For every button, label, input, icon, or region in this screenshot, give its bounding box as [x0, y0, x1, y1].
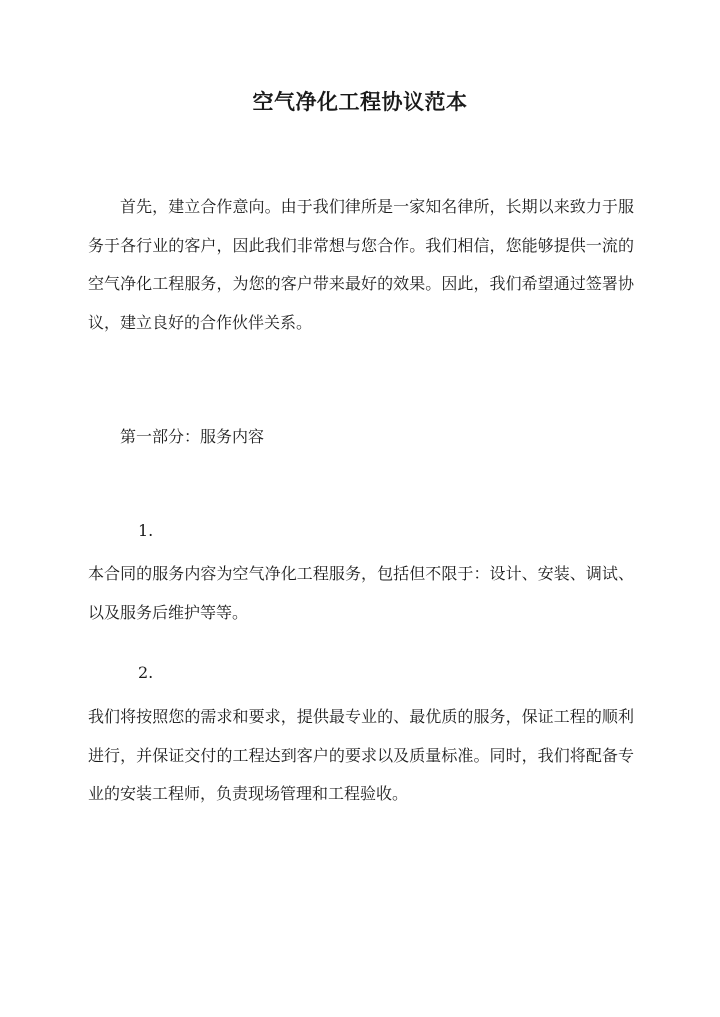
item-text-1: 本合同的服务内容为空气净化工程服务，包括但不限于：设计、安装、调试、以及服务后维护等等。: [88, 564, 634, 622]
item-number-2: 2.: [138, 663, 154, 682]
document-title: 空气净化工程协议范本: [252, 89, 468, 114]
intro-paragraph: 首先，建立合作意向。由于我们律所是一家知名律所，长期以来致力于服务于各行业的客户，因此我们非常想与您合作。我们相信，您能够提供一流的空气净化工程服务，为您的客户带来最好的效果。因此，我们希望通过签署协议，建立良好的合作伙伴关系。: [88, 197, 634, 332]
item-number-1: 1.: [138, 521, 154, 540]
section-heading: 第一部分：服务内容: [120, 427, 265, 446]
item-text-2: 我们将按照您的需求和要求，提供最专业的、最优质的服务，保证工程的顺利进行，并保证交付的工程达到客户的要求以及质量标准。同时，我们将配备专业的安装工程师，负责现场管理和工程验收。: [88, 707, 634, 803]
